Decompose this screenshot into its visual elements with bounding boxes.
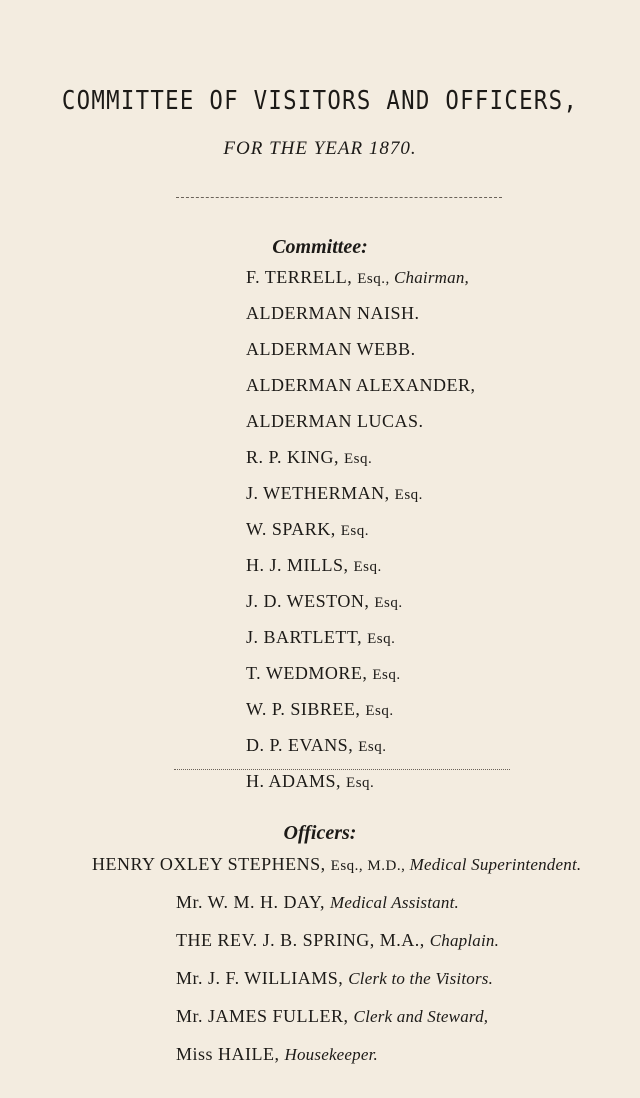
- divider-top: [176, 197, 502, 198]
- committee-member: [246, 555, 382, 576]
- member-suffix: Esq.: [340, 523, 369, 539]
- officer-role: Chaplain.: [429, 931, 500, 950]
- officer-name: HENRY OXLEY STEPHENS,: [92, 854, 331, 874]
- member-suffix: Esq.: [374, 595, 403, 611]
- officer: [176, 892, 459, 913]
- member-role: Chairman,: [393, 268, 469, 287]
- member-suffix: Esq.: [344, 451, 373, 467]
- member-name: J. WETHERMAN,: [246, 483, 395, 503]
- member-suffix: Esq.,: [357, 271, 394, 287]
- committee-member: [246, 267, 469, 288]
- page-subtitle: FOR THE YEAR 1870.: [223, 138, 417, 159]
- officer-name: Mr. J. F. WILLIAMS,: [176, 968, 349, 988]
- officer: [176, 1044, 378, 1065]
- member-name: ALDERMAN WEBB.: [246, 339, 416, 359]
- committee-member: [246, 627, 395, 648]
- committee-heading: Committee:: [272, 236, 368, 258]
- officer: [92, 854, 581, 875]
- member-suffix: Esq.: [367, 631, 396, 647]
- member-suffix: Esq.: [358, 739, 387, 755]
- member-suffix: Esq.: [394, 487, 423, 503]
- committee-member: [246, 411, 424, 432]
- officer: [176, 930, 499, 951]
- member-name: W. SPARK,: [246, 519, 341, 539]
- member-suffix: Esq.: [372, 667, 401, 683]
- committee-member: [246, 591, 403, 612]
- member-name: J. D. WESTON,: [246, 591, 375, 611]
- officer: [176, 968, 493, 989]
- officer-suffix: Esq., M.D.,: [330, 858, 410, 874]
- member-suffix: Esq.: [353, 559, 382, 575]
- officer-name: Mr. W. M. H. DAY,: [176, 892, 331, 912]
- officer-name: THE REV. J. B. SPRING, M.A.,: [176, 930, 430, 950]
- officer-role: Medical Superintendent.: [409, 855, 582, 874]
- member-name: ALDERMAN ALEXANDER,: [246, 375, 476, 395]
- member-name: D. P. EVANS,: [246, 735, 359, 755]
- officer: [176, 1006, 488, 1027]
- officer-role: Clerk and Steward,: [353, 1007, 489, 1026]
- committee-member: [246, 303, 420, 324]
- member-name: T. WEDMORE,: [246, 663, 373, 683]
- committee-member: [246, 339, 416, 360]
- member-name: H. J. MILLS,: [246, 555, 354, 575]
- committee-member: [246, 735, 386, 756]
- committee-member: [246, 519, 369, 540]
- member-name: ALDERMAN LUCAS.: [246, 411, 424, 431]
- page-title: COMMITTEE OF VISITORS AND OFFICERS,: [61, 86, 579, 116]
- divider-middle: [174, 769, 510, 770]
- committee-member: [246, 483, 423, 504]
- member-suffix: Esq.: [365, 703, 394, 719]
- officer-role: Clerk to the Visitors.: [348, 969, 494, 988]
- committee-member: [246, 699, 394, 720]
- member-name: J. BARTLETT,: [246, 627, 368, 647]
- officer-name: Miss HAILE,: [176, 1044, 285, 1064]
- officer-name: Mr. JAMES FULLER,: [176, 1006, 354, 1026]
- member-suffix: Esq.: [346, 775, 375, 791]
- committee-member: [246, 447, 372, 468]
- committee-member: [246, 771, 374, 792]
- committee-member: [246, 663, 401, 684]
- officer-role: Medical Assistant.: [330, 893, 459, 912]
- officers-heading: Officers:: [283, 822, 357, 844]
- member-name: W. P. SIBREE,: [246, 699, 366, 719]
- officer-role: Housekeeper.: [284, 1045, 379, 1064]
- member-name: ALDERMAN NAISH.: [246, 303, 420, 323]
- member-name: F. TERRELL,: [246, 267, 358, 287]
- member-name: H. ADAMS,: [246, 771, 347, 791]
- committee-member: [246, 375, 476, 396]
- member-name: R. P. KING,: [246, 447, 345, 467]
